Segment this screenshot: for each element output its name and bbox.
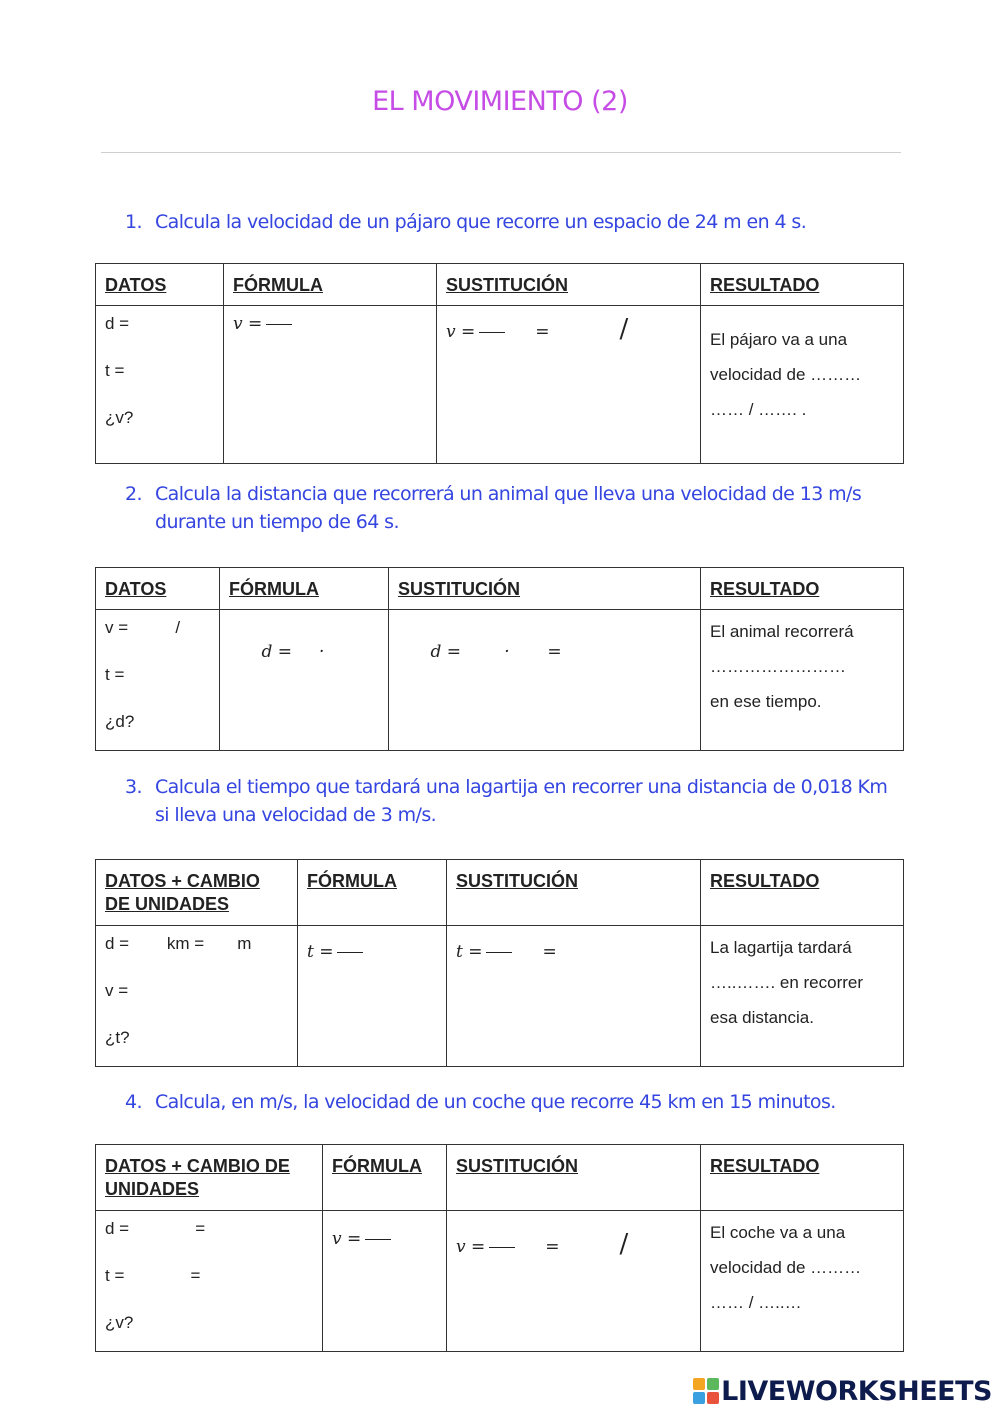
question-text-continued: durante un tiempo de 64 s. (155, 511, 399, 533)
worksheet-table-3 (95, 859, 904, 1067)
question-text: Calcula el tiempo que tardará una lagartija en recorrer una distancia de 0,018 Km (155, 776, 888, 798)
dato-d: d = km = m (105, 934, 252, 953)
formula-cell[interactable] (224, 306, 437, 464)
question-number: 4. (125, 1091, 142, 1113)
formula-cell[interactable] (220, 610, 389, 751)
formula-text: v = (332, 1229, 362, 1249)
page-title: EL MOVIMIENTO (2) (372, 86, 628, 117)
fraction-bar (365, 1239, 391, 1240)
sustitucion-text: d = · = (430, 642, 562, 662)
formula-text: v = (233, 314, 263, 334)
dato-d: d = (105, 314, 130, 333)
header-sustitucion: SUSTITUCIÓN (447, 860, 701, 926)
resultado-line: velocidad de ……… (710, 1258, 862, 1277)
dato-unknown: ¿t? (105, 1028, 130, 1047)
header-formula: FÓRMULA (220, 568, 389, 610)
resultado-cell[interactable] (701, 926, 904, 1067)
header-sustitucion: SUSTITUCIÓN (389, 568, 701, 610)
brand-name: LIVEWORKSHEETS (721, 1376, 992, 1407)
resultado-line: velocidad de ……… (710, 365, 862, 384)
question-text: Calcula, en m/s, la velocidad de un coche que recorre 45 km en 15 minutos. (155, 1091, 836, 1113)
resultado-line: El pájaro va a una (710, 330, 848, 349)
datos-cell[interactable] (96, 1211, 323, 1352)
question-2 (125, 480, 915, 536)
resultado-line: …..……. en recorrer (710, 973, 864, 992)
header-sustitucion: SUSTITUCIÓN (437, 264, 701, 306)
resultado-line: esa distancia. (710, 1008, 814, 1027)
equals-sign: = (542, 942, 557, 962)
question-number: 2. (125, 483, 142, 505)
sustitucion-cell[interactable] (447, 1211, 701, 1352)
header-datos: DATOS (96, 568, 220, 610)
header-sustitucion: SUSTITUCIÓN (447, 1145, 701, 1211)
header-resultado: RESULTADO (701, 568, 904, 610)
question-number: 1. (125, 211, 142, 233)
datos-cell[interactable] (96, 306, 224, 464)
fraction-bar (489, 1247, 515, 1248)
question-number: 3. (125, 776, 142, 798)
header-resultado: RESULTADO (701, 860, 904, 926)
resultado-line: …… / ……. . (710, 400, 807, 419)
resultado-cell[interactable] (701, 1211, 904, 1352)
header-resultado: RESULTADO (701, 264, 904, 306)
resultado-line: El coche va a una (710, 1223, 846, 1242)
fraction-bar (486, 952, 512, 953)
resultado-line: El animal recorrerá (710, 622, 854, 641)
formula-text: d = · (261, 642, 325, 662)
dato-t: t = (105, 361, 125, 380)
question-3 (125, 773, 915, 829)
sustitucion-cell[interactable] (437, 306, 701, 464)
dato-t: t = = (105, 1266, 201, 1285)
question-text-continued: si lleva una velocidad de 3 m/s. (155, 804, 437, 826)
dato-unknown: ¿v? (105, 408, 134, 427)
resultado-cell[interactable] (701, 610, 904, 751)
header-datos: DATOS + CAMBIO DE UNIDADES (96, 860, 298, 926)
unit-slash: / (619, 314, 629, 344)
formula-cell[interactable] (298, 926, 447, 1067)
dato-v: v = / (105, 618, 181, 637)
resultado-cell[interactable] (701, 306, 904, 464)
liveworksheets-logo-icon (693, 1378, 719, 1404)
fraction-bar (479, 332, 505, 333)
equals-sign: = (535, 322, 550, 342)
question-text: Calcula la velocidad de un pájaro que recorre un espacio de 24 m en 4 s. (155, 211, 807, 233)
sustitucion-cell[interactable] (447, 926, 701, 1067)
resultado-line: …… / …..… (710, 1293, 802, 1312)
sustitucion-cell[interactable] (389, 610, 701, 751)
formula-text: t = (307, 942, 334, 962)
resultado-line: La lagartija tardará (710, 938, 852, 957)
title-divider (101, 152, 901, 153)
question-4 (125, 1088, 915, 1116)
fraction-bar (337, 952, 363, 953)
datos-cell[interactable] (96, 926, 298, 1067)
dato-unknown: ¿d? (105, 712, 135, 731)
dato-unknown: ¿v? (105, 1313, 134, 1332)
fraction-bar (266, 324, 292, 325)
dato-t: t = (105, 665, 125, 684)
question-1 (125, 208, 905, 236)
resultado-line: en ese tiempo. (710, 692, 822, 711)
sustitucion-text: v = (446, 322, 476, 342)
worksheet-table-1 (95, 263, 904, 464)
header-formula: FÓRMULA (323, 1145, 447, 1211)
dato-v: v = (105, 981, 129, 1000)
resultado-line: …………………… (710, 657, 846, 676)
sustitucion-text: t = (456, 942, 483, 962)
unit-slash: / (619, 1229, 629, 1259)
header-resultado: RESULTADO (701, 1145, 904, 1211)
worksheet-table-2 (95, 567, 904, 751)
liveworksheets-brand[interactable] (693, 1376, 992, 1407)
header-formula: FÓRMULA (224, 264, 437, 306)
datos-cell[interactable] (96, 610, 220, 751)
worksheet-table-4 (95, 1144, 904, 1352)
sustitucion-text: v = (456, 1237, 486, 1257)
formula-cell[interactable] (323, 1211, 447, 1352)
header-datos: DATOS (96, 264, 224, 306)
question-text: Calcula la distancia que recorrerá un animal que lleva una velocidad de 13 m/s (155, 483, 862, 505)
dato-d: d = = (105, 1219, 206, 1238)
equals-sign: = (545, 1237, 560, 1257)
header-datos: DATOS + CAMBIO DE UNIDADES (96, 1145, 323, 1211)
header-formula: FÓRMULA (298, 860, 447, 926)
